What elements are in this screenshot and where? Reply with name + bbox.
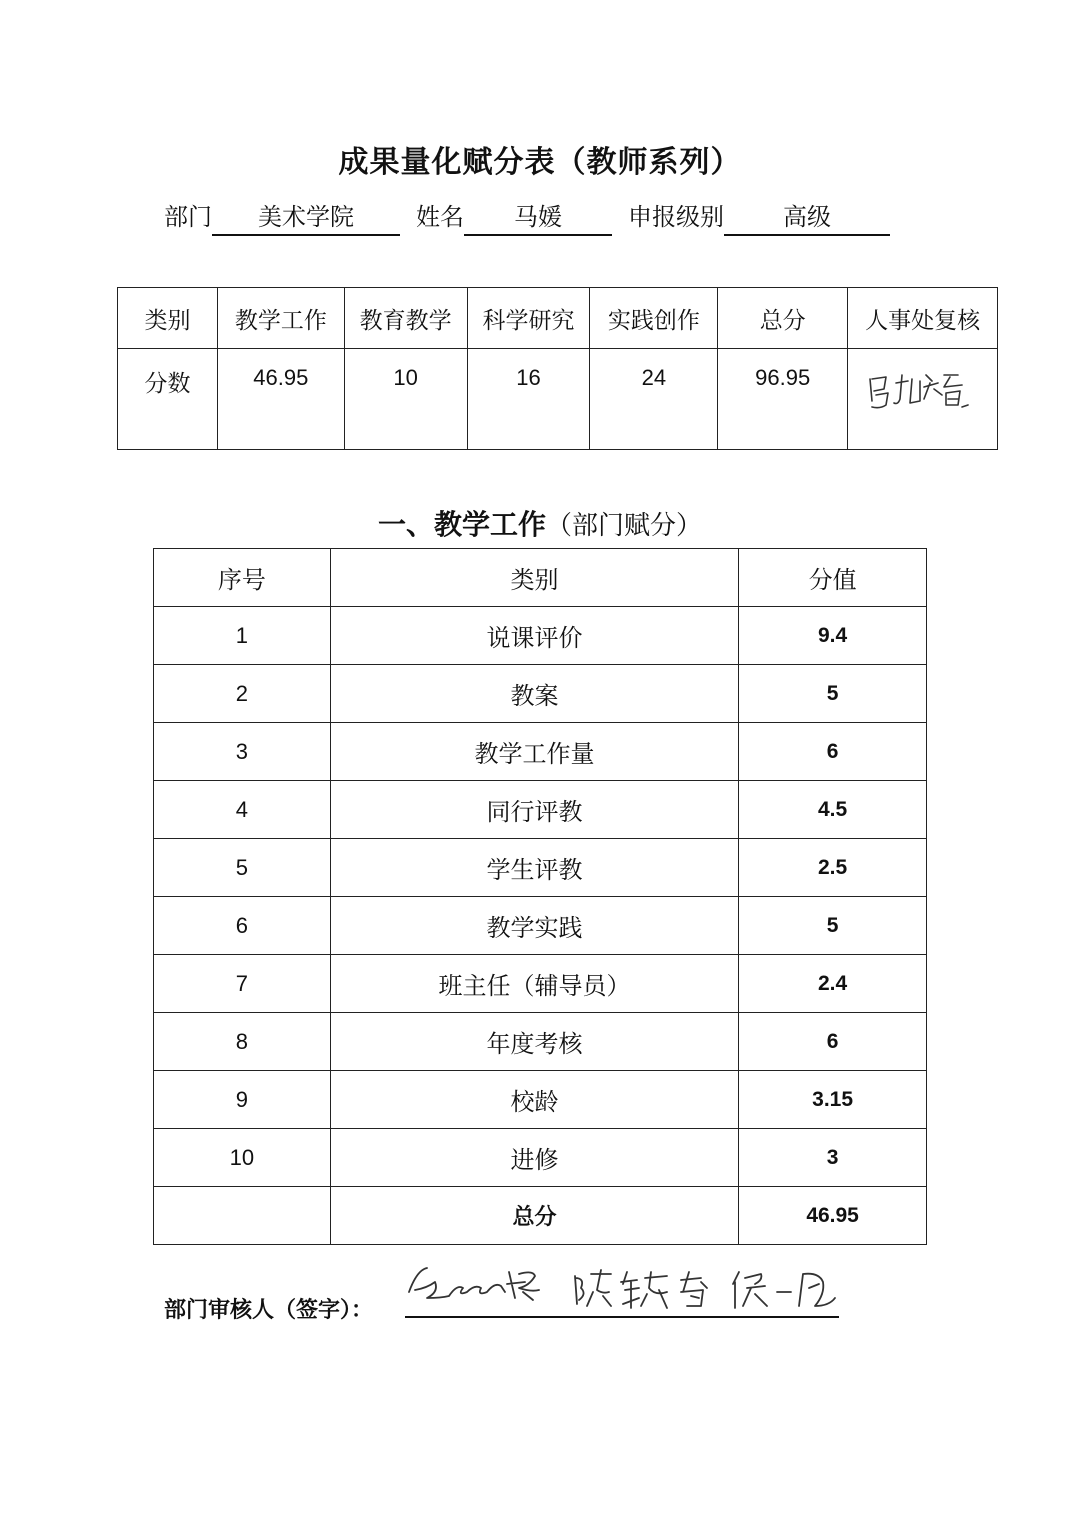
section-title <box>0 503 1080 543</box>
total-no-cell <box>154 1187 331 1245</box>
summary-score-cell: 24 <box>590 349 718 450</box>
dept-value: 美术学院 <box>212 202 400 236</box>
table-row <box>154 897 927 955</box>
reviewer-label: 部门审核人（签字）： <box>164 1298 374 1323</box>
row-score: 3.15 <box>739 1071 927 1129</box>
row-no: 5 <box>154 839 331 897</box>
header-no: 序号 <box>154 549 331 607</box>
total-label: 总分 <box>330 1187 738 1245</box>
table-row <box>154 955 927 1013</box>
row-no: 10 <box>154 1129 331 1187</box>
row-score: 5 <box>739 665 927 723</box>
teaching-work-table <box>153 548 927 1245</box>
row-no: 1 <box>154 607 331 665</box>
row-no: 7 <box>154 955 331 1013</box>
row-no: 6 <box>154 897 331 955</box>
header-category: 类别 <box>330 549 738 607</box>
total-row <box>154 1187 927 1245</box>
table-row <box>154 607 927 665</box>
summary-row-label: 分数 <box>118 349 218 450</box>
applicant-info <box>164 197 890 236</box>
section-title-main: 一、教学工作 <box>377 508 546 541</box>
row-item: 校龄 <box>330 1071 738 1129</box>
table-row <box>154 839 927 897</box>
row-item: 年度考核 <box>330 1013 738 1071</box>
summary-score-cell: 46.95 <box>217 349 344 450</box>
table-row <box>154 1129 927 1187</box>
summary-header-cell: 类别 <box>118 288 218 349</box>
table-row <box>154 665 927 723</box>
row-score: 2.5 <box>739 839 927 897</box>
row-item: 班主任（辅导员） <box>330 955 738 1013</box>
row-score: 6 <box>739 1013 927 1071</box>
row-no: 8 <box>154 1013 331 1071</box>
summary-header-cell: 实践创作 <box>590 288 718 349</box>
row-item: 学生评教 <box>330 839 738 897</box>
row-no: 4 <box>154 781 331 839</box>
row-score: 6 <box>739 723 927 781</box>
row-score: 2.4 <box>739 955 927 1013</box>
summary-header-cell: 教育教学 <box>344 288 467 349</box>
summary-header-cell: 教学工作 <box>217 288 344 349</box>
hr-signature <box>862 365 972 415</box>
summary-header-cell: 人事处复核 <box>848 288 998 349</box>
summary-score-cell: 10 <box>344 349 467 450</box>
row-item: 说课评价 <box>330 607 738 665</box>
name-value: 马媛 <box>464 202 612 236</box>
document-title: 成果量化赋分表（教师系列） <box>338 145 742 180</box>
total-score: 46.95 <box>739 1187 927 1245</box>
table-row <box>154 723 927 781</box>
level-value: 高级 <box>724 202 890 236</box>
table-header-row <box>154 549 927 607</box>
summary-header-row <box>118 288 998 349</box>
row-item: 进修 <box>330 1129 738 1187</box>
dept-label: 部门 <box>164 203 212 231</box>
summary-header-cell: 总分 <box>718 288 848 349</box>
summary-header-cell: 科学研究 <box>467 288 590 349</box>
row-item: 教学实践 <box>330 897 738 955</box>
table-row <box>154 1071 927 1129</box>
section-title-note: （部门赋分） <box>546 511 703 541</box>
level-label: 申报级别 <box>628 203 724 231</box>
name-label: 姓名 <box>416 203 464 231</box>
row-item: 教案 <box>330 665 738 723</box>
row-no: 2 <box>154 665 331 723</box>
header-score: 分值 <box>739 549 927 607</box>
table-row <box>154 1013 927 1071</box>
reviewer-signatures <box>405 1262 839 1318</box>
row-no: 3 <box>154 723 331 781</box>
row-score: 4.5 <box>739 781 927 839</box>
row-score: 9.4 <box>739 607 927 665</box>
summary-score-cell: 96.95 <box>718 349 848 450</box>
row-item: 同行评教 <box>330 781 738 839</box>
table-row <box>154 781 927 839</box>
row-item: 教学工作量 <box>330 723 738 781</box>
row-score: 5 <box>739 897 927 955</box>
row-score: 3 <box>739 1129 927 1187</box>
summary-score-cell: 16 <box>467 349 590 450</box>
row-no: 9 <box>154 1071 331 1129</box>
